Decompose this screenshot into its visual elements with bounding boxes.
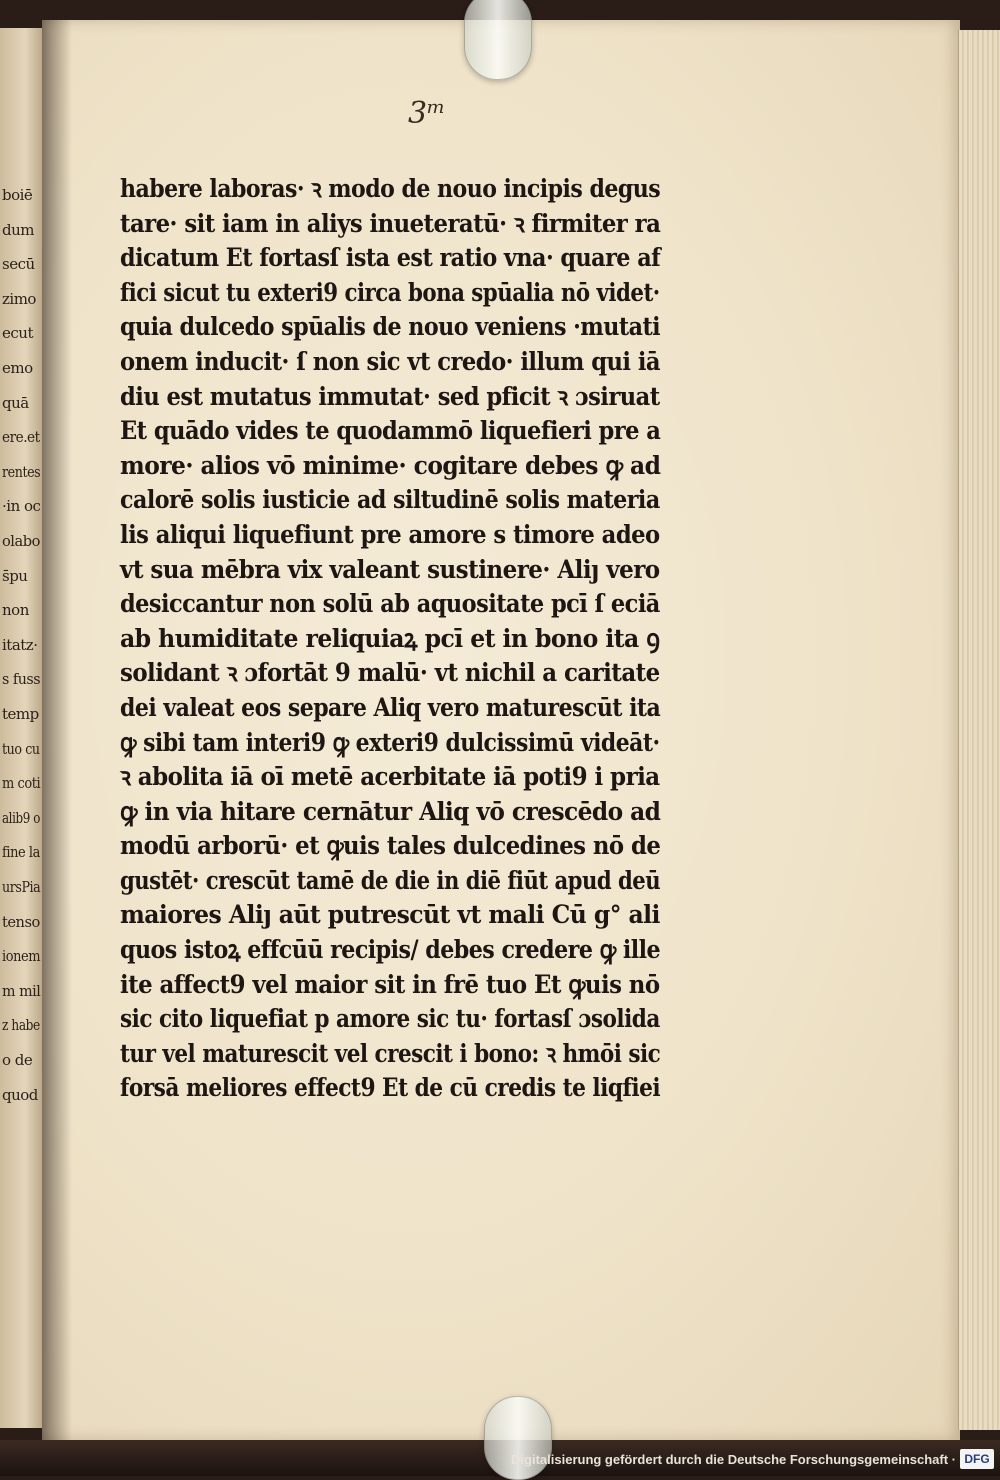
- text-line: ꝙ in via hitare cernātur Aliq vō crescēdo ad: [120, 796, 661, 826]
- text-line: diu est mutatus immutat· sed pficit ꝛ ɔsiruat: [120, 381, 660, 411]
- left-page-fragment: boiē: [2, 186, 33, 204]
- text-line: ꝛ abolita iā oī metē acerbitate iā poti9 i pria: [120, 762, 660, 792]
- text-line: lis aliqui liquefiunt pre amore s timore adeo: [120, 519, 660, 549]
- left-page-fragment: quod: [2, 1085, 38, 1104]
- text-line: dei valeat eos separe Aliq vero maturescūt ita: [120, 692, 661, 722]
- left-page-fragment: ursPia: [2, 878, 41, 896]
- text-line: calorē solis iusticie ad siltudinē solis materia: [120, 485, 660, 515]
- left-page-fragment: tuo cu: [2, 739, 40, 758]
- digitisation-footer: [0, 1446, 1000, 1476]
- text-line: dicatum Et fortasſ ista est ratio vna· quare af: [120, 243, 661, 273]
- left-page-fragment: m coti: [2, 774, 41, 793]
- left-page-fragment: s̄pu: [2, 566, 28, 585]
- left-page-fragment: ere.et: [2, 428, 40, 447]
- left-page-fragment: ionem: [2, 947, 41, 966]
- text-line: onem inducit· ſ non sic vt credo· illum qui iā: [120, 346, 661, 376]
- left-page-fragment: s fuss: [2, 670, 41, 689]
- left-page-fragment: z habe: [2, 1016, 40, 1035]
- text-line: more· alios vō minime· cogitare debes ꝙ ad: [120, 450, 661, 480]
- left-page-fragment: alib9 o: [2, 808, 40, 827]
- left-page-fragment: ·in oc: [2, 497, 41, 516]
- main-text-block: [120, 172, 660, 1106]
- text-line: vt sua mēbra vix valeant sustinere· Aliȷ vero: [120, 554, 660, 584]
- left-page-fragment: dum: [2, 220, 34, 239]
- text-line: quos istoꝝ effcūū recipis/ debes credere ꝙ ille: [120, 935, 661, 965]
- text-line: solidant ꝛ ɔfortāt 9 malū· vt nichil a caritate: [120, 658, 660, 688]
- text-line: ite affect9 vel maior sit in frē tuo Et ꝙuis nō: [120, 969, 660, 999]
- text-line: ab humiditate reliquiaꝝ pcī et in bono ita ꝯ: [120, 623, 660, 653]
- text-line: habere laboras· ꝛ modo de nouo incipis degus: [120, 174, 661, 203]
- text-line: gustēt· crescūt tamē de die in diē fiūt apud deū: [120, 865, 661, 895]
- funding-credit: Digitalisierung gefördert durch die Deutsche Forschungsgemeinschaft ·: [511, 1452, 956, 1467]
- left-page-fragment: fine la: [2, 843, 40, 862]
- text-line: sic cito liquefiat p amore sic tu· fortasſ ɔsolida: [120, 1004, 660, 1034]
- top-clamp: [464, 0, 532, 80]
- left-page-fragment: zimo: [2, 289, 36, 308]
- text-line: desiccantur non solū ab aquositate pcī ſ eciā: [120, 589, 660, 619]
- text-line: quia dulcedo spūalis de nouo veniens ·mutati: [120, 312, 661, 342]
- text-line: maiores Aliȷ aūt putrescūt vt mali Cū g° ali: [120, 900, 660, 930]
- text-line: Et quādo vides te quodammō liquefieri pre a: [120, 416, 661, 446]
- left-page-fragment: olabo: [2, 532, 40, 550]
- left-page-fragment: quā: [2, 393, 29, 412]
- text-line: tur vel maturescit vel crescit i bono: ꝛ hmōi sic: [120, 1038, 661, 1068]
- text-line: forsā meliores effect9 Et de cū credis te liqfiei: [120, 1073, 661, 1103]
- left-page: [0, 28, 44, 1428]
- page-edges: [958, 30, 1000, 1430]
- left-page-fragment: itatz·: [2, 635, 38, 654]
- text-line: fici sicut tu exteri9 circa bona spūalia nō videt·: [120, 277, 660, 307]
- dfg-logo: DFG: [960, 1449, 994, 1469]
- folio-number: 3ᵐ: [408, 96, 446, 131]
- left-page-fragment: o de: [2, 1051, 33, 1069]
- left-page-fragment: non: [2, 601, 29, 620]
- left-page-fragment: rentes: [2, 462, 41, 481]
- left-page-fragment: tenso: [2, 912, 40, 931]
- left-page-fragment: emo: [2, 359, 33, 377]
- text-line: tare· sit iam in aliys inueteratū· ꝛ firmiter ra: [120, 208, 661, 238]
- text-line: ꝙ sibi tam interi9 ꝙ exteri9 dulcissimū videāt·: [120, 727, 660, 757]
- left-page-fragment: ecut: [2, 324, 33, 343]
- left-page-fragment: secū: [2, 255, 35, 274]
- left-page-fragment: m mil: [2, 981, 41, 1000]
- text-line: modū arborū· et ꝙuis tales dulcedines nō de: [120, 831, 661, 861]
- left-page-fragment: temp: [2, 705, 39, 723]
